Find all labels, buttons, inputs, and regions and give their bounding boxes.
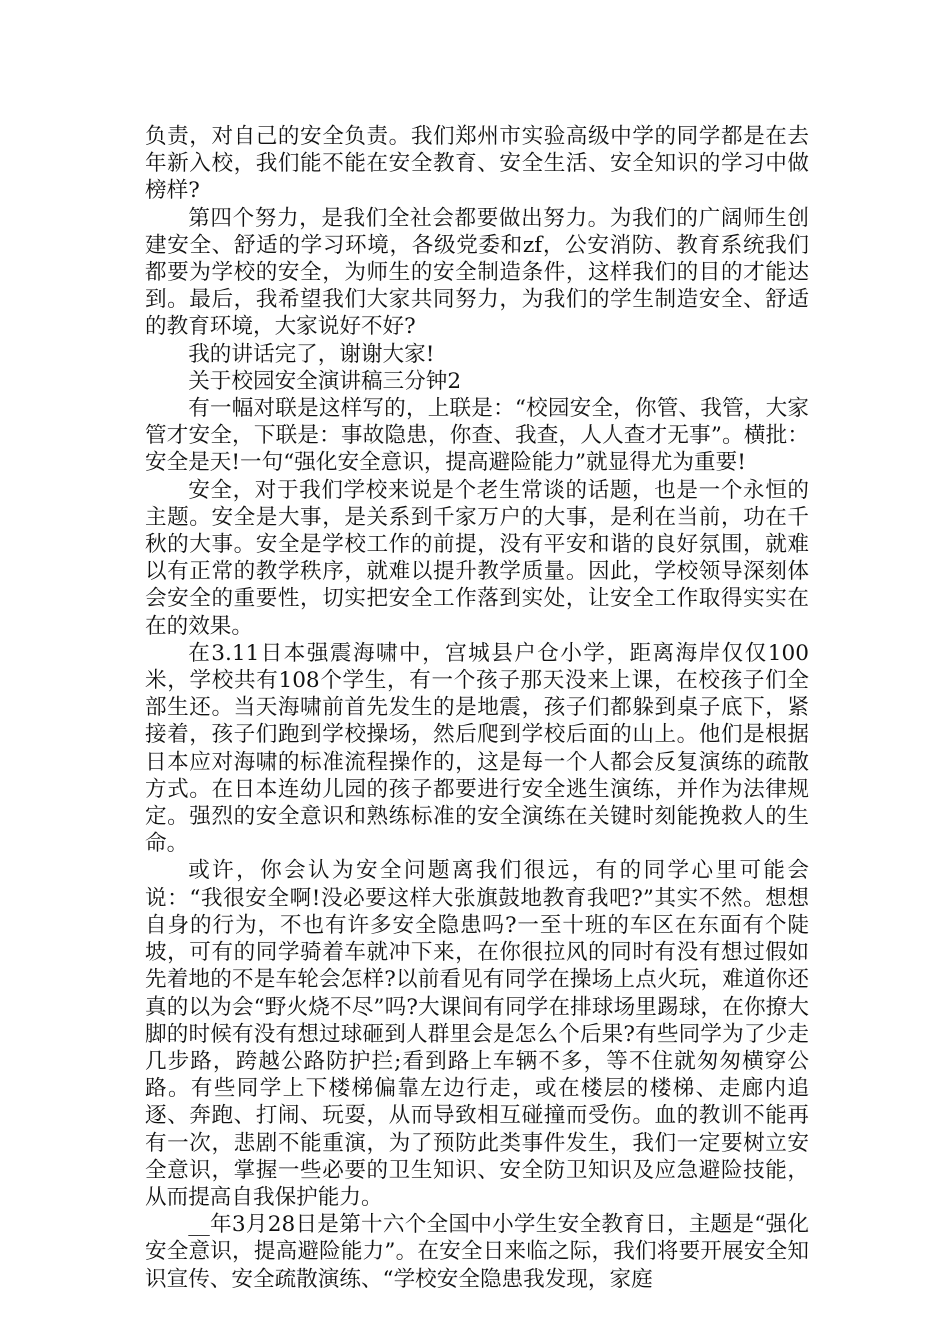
paragraph-1: 负责，对自己的安全负责。我们郑州市实验高级中学的同学都是在去年新入校，我们能不能在安全教育、安全生活、安全知识的学习中做榜样? <box>145 124 809 204</box>
paragraph-7: 在3.11日本强震海啸中，宫城县户仓小学，距离海岸仅仅100米，学校共有108个学生，有一个孩子那天没来上课，在校孩子们全部生还。当天海啸前首先发生的是地震，孩子们都躲到桌子底下，紧接着，孩子们跑到学校操场，然后爬到学校后面的山上。他们是根据日本应对海啸的标准流程操作的，这是每一个人都会反复演练的疏散方式。在日本连幼儿园的孩子都要进行安全逃生演练，并作为法律规定。强烈的安全意识和熟练标准的安全演练在关键时刻能挽救人的生命。 <box>145 640 809 857</box>
paragraph-3: 我的讲话完了，谢谢大家! <box>188 341 435 367</box>
document-body <box>145 123 809 1293</box>
paragraph-5: 有一幅对联是这样写的，上联是：“校园安全，你管、我管，大家管才安全，下联是：事故隐患，你查、我查，人人查才无事”。横批：安全是天!一句“强化安全意识，提高避险能力”就显得尤为重要! <box>145 396 809 476</box>
paragraph-9: __年3月28日是第十六个全国中小学生安全教育日，主题是“强化安全意识，提高避险能力”。在安全日来临之际，我们将要开展安全知识宣传、安全疏散演练、“学校安全隐患我发现，家庭 <box>145 1212 809 1292</box>
paragraph-8: 或许，你会认为安全问题离我们很远，有的同学心里可能会说：“我很安全啊!没必要这样大张旗鼓地教育我吧?”其实不然。想想自身的行为，不也有许多安全隐患吗?一至十班的车区在东面有个陡坡，可有的同学骑着车就冲下来，在你很拉风的同时有没有想过假如先着地的不是车轮会怎样?以前看见有同学在操场上点火玩，难道你还真的以为会“野火烧不尽”吗?大课间有同学在排球场里踢球，在你撩大脚的时候有没有想过球砸到人群里会是怎么个后果?有些同学为了少走几步路，跨越公路防护拦;看到路上车辆不多，等不住就匆匆横穿公路。有些同学上下楼梯偏靠左边行走，或在楼层的楼梯、走廊内追逐、奔跑、打闹、玩耍，从而导致相互碰撞而受伤。血的教训不能再有一次，悲剧不能重演，为了预防此类事件发生，我们一定要树立安全意识，掌握一些必要的卫生知识、安全防卫知识及应急避险技能，从而提高自我保护能力。 <box>145 858 809 1210</box>
section-heading: 关于校园安全演讲稿三分钟2 <box>188 368 462 394</box>
paragraph-6: 安全，对于我们学校来说是个老生常谈的话题，也是一个永恒的主题。安全是大事，是关系到千家万户的大事，是利在当前，功在千秋的大事。安全是学校工作的前提，没有平安和谐的良好氛围，就难以有正常的教学秩序，就难以提升教学质量。因此，学校领导深刻体会安全的重要性，切实把安全工作落到实处，让安全工作取得实实在在的效果。 <box>145 477 809 639</box>
paragraph-2: 第四个努力，是我们全社会都要做出努力。为我们的广阔师生创建安全、舒适的学习环境，各级党委和zf，公安消防、教育系统我们都要为学校的安全，为师生的安全制造条件，这样我们的目的才能达到。最后，我希望我们大家共同努力，为我们的学生制造安全、舒适的教育环境，大家说好不好? <box>145 205 809 340</box>
